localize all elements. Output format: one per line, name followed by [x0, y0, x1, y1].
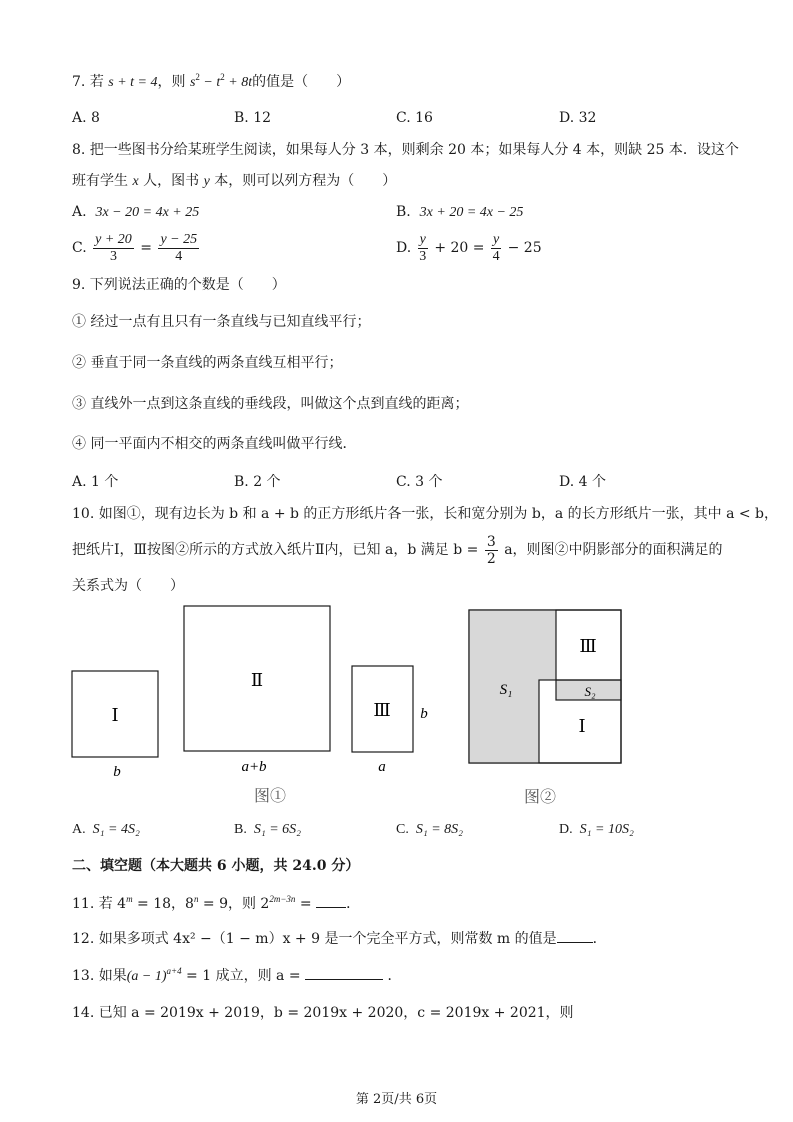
q13-stem: 13. 如果$(a - 1)^{a+4} = 1$ 成立，则 a = ． [72, 966, 402, 984]
figure-2-label-s1: S₁ [499, 682, 513, 698]
figure-1 [60, 600, 460, 810]
q8-option-a: A. 3x − 20 = 4x + 25 [72, 204, 200, 220]
q10-option-b: B. S₁ = 6S₂ [234, 822, 302, 837]
q8-option-c: C. $\frac{y + 20}{3}$ = $\frac{y - 25}{4}$ [72, 231, 198, 264]
section-2-title: 二、填空题（本大题共 6 小题，共 24.0 分） [72, 858, 360, 874]
q9-option-b: B. 2 个 [234, 474, 281, 490]
q10-option-a: A. S₁ = 4S₂ [72, 822, 140, 837]
q13-answer-blank[interactable] [305, 979, 383, 980]
q9-statement-2: ② 垂直于同一条直线的两条直线互相平行； [72, 355, 343, 371]
q8-option-b: B. 3x + 20 = 4x − 25 [396, 204, 524, 220]
q12-answer-blank[interactable] [557, 942, 593, 943]
q8-stem-line2: 班有学生 x 人，图书 y 本，则可以列方程为（ ） [72, 173, 397, 189]
q10-option-d: D. S₁ = 10S₂ [559, 822, 634, 837]
square-ii-label: Ⅱ [250, 670, 264, 690]
q7-option-c: C. 16 [396, 110, 433, 126]
q9-option-c: C. 3 个 [396, 474, 443, 490]
q9-option-a: A. 1 个 [72, 474, 119, 490]
q9-statement-1: ① 经过一点有且只有一条直线与已知直线平行； [72, 314, 371, 330]
q11-answer-blank[interactable] [316, 907, 346, 908]
rect-iii-height-label: b [420, 706, 428, 722]
q8-option-d: D. $\frac{y}{3}$ + 20 = $\frac{y}{4}$ − 25 [396, 231, 542, 264]
q8-stem-line1: 8. 把一些图书分给某班学生阅读，如果每人分 3 本，则剩余 20 本；如果每人分 4 本，则缺 25 本．设这个 [72, 142, 739, 158]
q9-statement-4: ④ 同一平面内不相交的两条直线叫做平行线． [72, 436, 357, 452]
figure-2-label-iii: Ⅲ [579, 636, 597, 656]
q10-stem-line3: 关系式为（ ） [72, 578, 184, 594]
figure-1-caption: 图① [253, 788, 287, 805]
figure-2-label-i: Ⅰ [578, 716, 586, 736]
square-ii-side-label: a+b [241, 759, 267, 775]
q9-option-d: D. 4 个 [559, 474, 606, 490]
page-footer: 第 2页/共 6页 [355, 1092, 438, 1107]
figure-2-label-s2: S₂ [584, 684, 596, 699]
q11-stem: 11. 若 $4^m = 18$，$8^n = 9$，则 $2^{2m-3n}$ = ． [72, 894, 361, 912]
q9-stem: 9. 下列说法正确的个数是（ ） [72, 277, 286, 293]
q10-stem-line1: 10. 如图①，现有边长为 b 和 a + b 的正方形纸片各一张，长和宽分别为 b，a 的长方形纸片一张，其中 a < b， [72, 506, 779, 522]
q12-stem: 12. 如果多项式 4x² −（1 − m）x + 9 是一个完全平方式，则常数 m 的值是 ． [72, 931, 607, 947]
q10-option-c: C. S₁ = 8S₂ [396, 822, 464, 837]
q14-stem: 14. 已知 a = 2019x + 2019，b = 2019x + 2020，c = 2019x + 2021，则 [72, 1005, 574, 1021]
q7-stem: 7. 若 s + t = 4，则 $s^2 - t^2 + 8t$的值是（ ） [72, 72, 351, 90]
square-i-label: Ⅰ [111, 705, 119, 725]
figure-2-caption: 图② [523, 789, 557, 806]
figure-2 [460, 600, 640, 810]
rect-iii-width-label: a [378, 759, 386, 775]
q7-option-d: D. 32 [559, 110, 597, 126]
q7-option-b: B. 12 [234, 110, 272, 126]
q7-option-a: A. 8 [72, 110, 100, 126]
rect-iii-label: Ⅲ [373, 700, 391, 720]
q9-statement-3: ③ 直线外一点到这条直线的垂线段，叫做这个点到直线的距离； [72, 396, 469, 412]
square-i-side-label: b [113, 764, 121, 780]
q10-stem-line2: 把纸片Ⅰ，Ⅲ按图②所示的方式放入纸片Ⅱ内，已知 a，b 满足 b = $\frac{3}{2}$ a，则图②中阴影部分的面积满足的 [72, 533, 723, 567]
